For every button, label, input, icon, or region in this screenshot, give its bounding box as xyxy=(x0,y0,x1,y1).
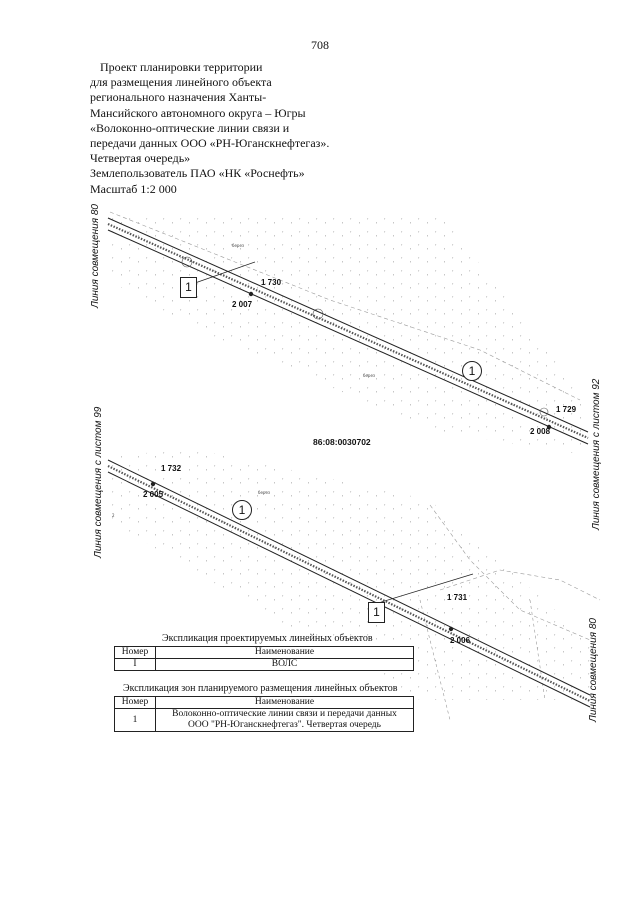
title-line: Проект планировки территории xyxy=(100,60,263,74)
point-label: 1 732 xyxy=(161,464,182,473)
svg-text:берез: берез xyxy=(232,243,245,248)
table-header-row xyxy=(115,697,414,709)
table-caption: Экспликация зон планируемого размещения линейных объектов xyxy=(123,683,398,694)
point-label: 2 008 xyxy=(530,427,551,436)
title-line: регионального назначения Ханты- xyxy=(90,90,267,105)
table-cell-line: Волоконно-оптические линии связи и передачи данных xyxy=(172,709,397,719)
svg-text:берез: берез xyxy=(363,373,376,378)
zone-box-label: 1 xyxy=(180,277,197,298)
table-header-cell: Наименование xyxy=(156,647,414,659)
title-line: Масштаб 1:2 000 xyxy=(90,181,177,196)
table-cell: 1 xyxy=(115,709,156,732)
zone-circle-label: 1 xyxy=(232,500,252,520)
table-header-cell: Наименование xyxy=(156,697,414,709)
title-line: «Волоконно-оптические линии связи и xyxy=(90,120,290,135)
title-line: передачи данных ООО «РН-Юганскнефтегаз». xyxy=(90,136,330,151)
point-label: 2 007 xyxy=(232,300,253,309)
vegetation-area xyxy=(108,212,585,455)
table-header-row xyxy=(115,647,414,659)
point-label: 2 005 xyxy=(143,490,164,499)
zone-circle-label: 1 xyxy=(462,361,482,381)
table-header-cell: Номер xyxy=(115,647,156,659)
title-line: для размещения линейного объекта xyxy=(90,75,272,90)
table-cell-line: ООО "РН-Юганскнефтегаз". Четвертая очередь xyxy=(188,720,381,730)
match-line-label: Линия совмещения 80 xyxy=(588,618,599,722)
table-row xyxy=(115,709,414,732)
title-line: Землепользователь ПАО «НК «Роснефть» xyxy=(90,166,305,181)
svg-text:2: 2 xyxy=(112,513,115,518)
point-label: 1 730 xyxy=(261,278,282,287)
point-label: 1 729 xyxy=(556,405,577,414)
zones-table xyxy=(114,696,414,732)
table-row xyxy=(115,659,414,671)
match-line-label: Линия совмещения с листом 99 xyxy=(93,406,104,558)
title-line: Мансийского автономного округа – Югры xyxy=(90,105,306,120)
table-caption: Экспликация проектируемых линейных объектов xyxy=(162,633,373,644)
page-number: 708 xyxy=(311,38,329,52)
match-line-label: Линия совмещения с листом 92 xyxy=(591,378,602,530)
cadastral-number: 86:08:0030702 xyxy=(313,437,371,447)
point-label: 1 731 xyxy=(447,593,468,602)
zone-box-label: 1 xyxy=(368,602,385,623)
objects-table xyxy=(114,646,414,671)
svg-text:берез: берез xyxy=(258,490,271,495)
title-line: Четвертая очередь» xyxy=(90,151,191,166)
table-header-cell: Номер xyxy=(115,697,156,709)
table-cell: ВОЛС xyxy=(156,659,414,671)
table-cell: I xyxy=(115,659,156,671)
match-line-label: Линия совмещения 80 xyxy=(90,204,101,308)
point-label: 2 006 xyxy=(450,636,471,645)
table-cell xyxy=(156,709,414,732)
